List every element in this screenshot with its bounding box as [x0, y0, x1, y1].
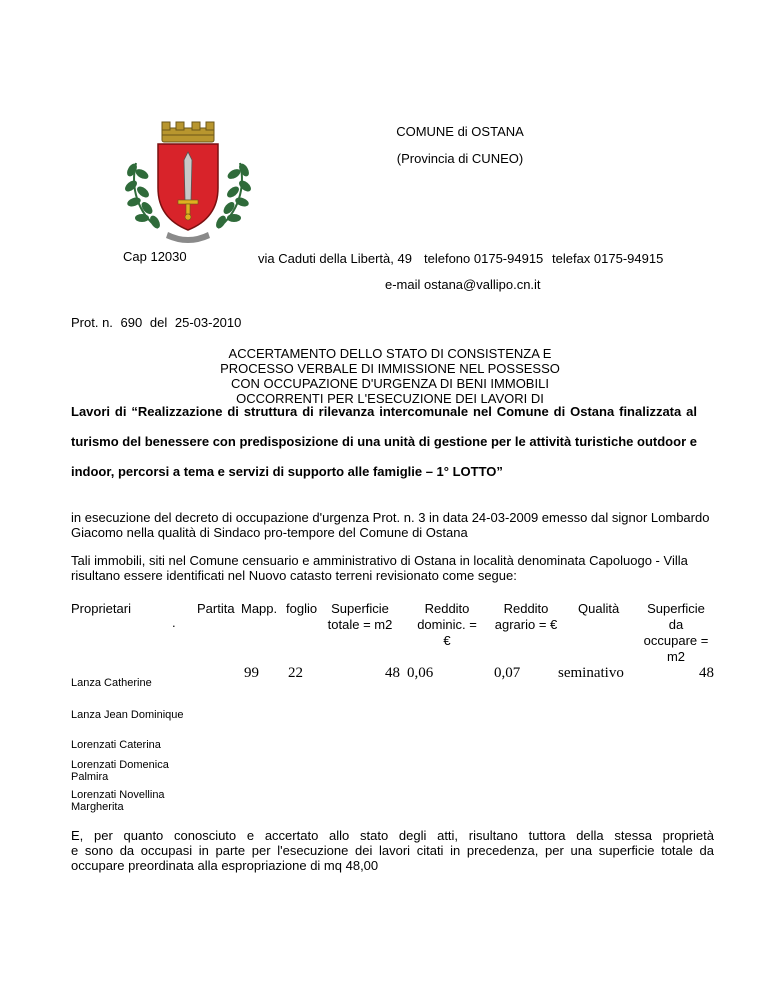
col-qualita: Qualità — [578, 601, 620, 616]
conclusione-line-2: e sono da occupasi in parte per l'esecuzione dei lavori citati in precedenza, per una superficie totale da — [71, 843, 714, 858]
conclusione-line-3: occupare preordinata alla espropriazione di mq 48,00 — [71, 858, 379, 873]
header-text: agrario = € — [494, 617, 558, 632]
col-mapp: Mapp. — [241, 601, 278, 616]
lavori-line-2: turismo del benessere con predisposizione di una unità di gestione per le attività turistiche outdoor e — [71, 434, 697, 449]
laurel-left-icon — [123, 162, 162, 230]
owner-name: Lorenzati Caterina — [71, 739, 161, 751]
cell-superficie-occupare: 48 — [699, 665, 714, 681]
prot-date: 25-03-2010 — [174, 315, 242, 330]
email: e-mail ostana@vallipo.cn.it — [385, 277, 541, 292]
header-text: € — [443, 633, 451, 648]
col-foglio: foglio — [286, 601, 318, 616]
col-reddito-dominicale — [412, 601, 482, 649]
immobili-line-2: risultano essere identificati nel Nuovo catasto terreni revisionato come segue: — [71, 568, 517, 583]
col-reddito-agrario — [490, 601, 562, 633]
header-text: totale = m2 — [327, 617, 393, 632]
cell-mapp: 99 — [244, 665, 259, 681]
col-superficie-occupare — [636, 601, 716, 665]
lavori-line-1: Lavori di “Realizzazione di struttura di rilevanza intercomunale nel Comune di Ostana finalizzata al — [71, 404, 697, 419]
phone: telefono 0175-94915 — [424, 251, 544, 266]
conclusione-line-1: E, per quanto conosciuto e accertato allo stato degli atti, risultano tuttora della stessa proprietà — [71, 828, 714, 843]
header-text: m2 — [666, 649, 686, 664]
comune-title: COMUNE di OSTANA — [396, 124, 524, 139]
owner-name-cont: Palmira — [71, 771, 109, 783]
header-text: da — [668, 617, 684, 632]
immobili-line-1: Tali immobili, siti nel Comune censuario e amministrativo di Ostana in località denominata Capoluogo - Villa — [71, 553, 688, 568]
crown-icon — [162, 122, 214, 142]
owner-name-cont: Margherita — [71, 801, 124, 813]
fax: telefax 0175-94915 — [552, 251, 664, 266]
col-superficie-totale — [320, 601, 400, 633]
prot-number: 690 — [120, 315, 143, 330]
owner-name: Lorenzati Domenica — [71, 759, 169, 771]
cell-qualita: seminativo — [558, 665, 624, 681]
header-text: dominic. = — [417, 617, 477, 632]
header-text: Superficie — [647, 601, 705, 616]
protocol-line — [71, 315, 241, 330]
cell-superficie-totale: 48 — [385, 665, 400, 681]
col-partita: Partita — [197, 601, 235, 616]
heading-line: OCCORRENTI PER L'ESECUZIONE DEI LAVORI DI — [236, 391, 544, 406]
address: via Caduti della Libertà, 49 — [258, 251, 412, 266]
owner-name: Lanza Catherine — [71, 677, 152, 689]
decreto-line-1: in esecuzione del decreto di occupazione d'urgenza Prot. n. 3 in data 24-03-2009 emesso dal signor Lombardo — [71, 510, 710, 525]
heading-line: PROCESSO VERBALE DI IMMISSIONE NEL POSSESSO — [220, 361, 560, 376]
prot-del: del — [149, 315, 168, 330]
owner-name: Lorenzati Novellina — [71, 789, 165, 801]
cell-reddito-agrario: 0,07 — [494, 665, 521, 681]
header-text: Reddito — [503, 601, 549, 616]
heading-line: CON OCCUPAZIONE D'URGENZA DI BENI IMMOBILI — [231, 376, 549, 391]
owner-name: Lanza Jean Dominique — [71, 709, 184, 721]
header-text: occupare = — [643, 633, 709, 648]
header-text: Reddito — [424, 601, 470, 616]
decreto-line-2: Giacomo nella qualità di Sindaco pro-tempore del Comune di Ostana — [71, 525, 468, 540]
cell-reddito-dominicale: 0,06 — [407, 665, 434, 681]
cell-foglio: 22 — [288, 665, 303, 681]
heading-line: ACCERTAMENTO DELLO STATO DI CONSISTENZA E — [228, 346, 552, 361]
prot-label: Prot. n. — [71, 315, 113, 330]
coat-of-arms-icon — [118, 118, 258, 248]
header-text: Superficie — [331, 601, 389, 616]
cap: Cap 12030 — [123, 249, 187, 264]
col-dot: . — [172, 615, 176, 630]
document-heading — [200, 346, 580, 406]
lavori-line-3: indoor, percorsi a tema e servizi di supporto alle famiglie – 1° LOTTO” — [71, 464, 503, 479]
laurel-right-icon — [214, 162, 253, 230]
provincia: (Provincia di CUNEO) — [396, 151, 524, 166]
col-proprietari: Proprietari — [71, 601, 131, 616]
